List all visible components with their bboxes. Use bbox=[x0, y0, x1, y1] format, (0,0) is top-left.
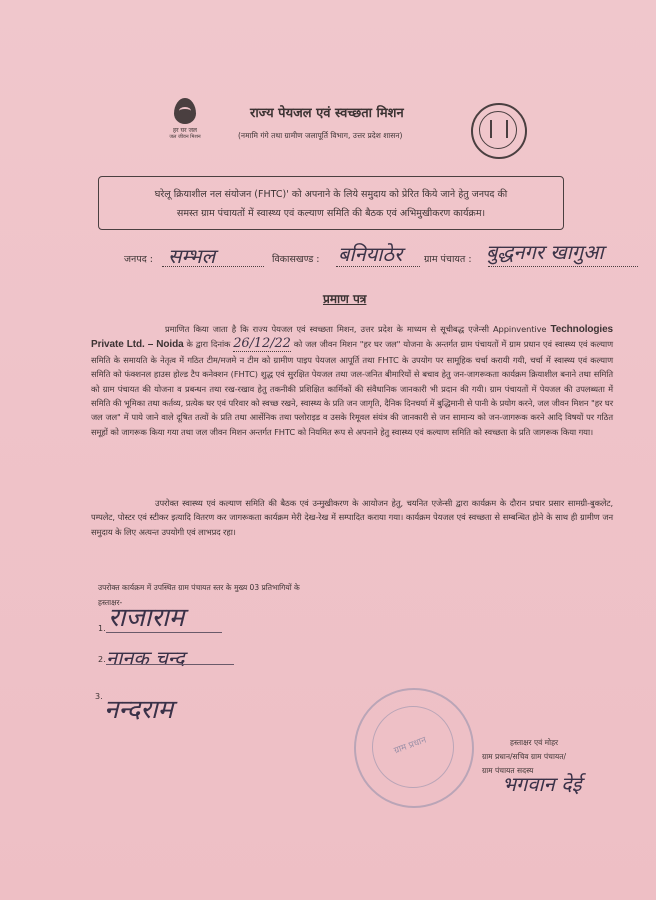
para1-start: प्रमाणित किया जाता है कि राज्य पेयजल एवं स्वच्छता मिशन, उत्तर प्रदेश के माध्यम से सूचीबद्ध एजेन्सी Appinventive bbox=[165, 324, 547, 334]
stamp-text: ग्राम प्रधान bbox=[392, 735, 428, 757]
designation-line2: ग्राम पंचायत सदस्य bbox=[482, 766, 534, 775]
logo-text-line1: हर घर जल bbox=[173, 127, 197, 134]
para1-date-prefix: के द्वारा दिनांक bbox=[183, 339, 231, 350]
location-fields bbox=[124, 240, 644, 270]
pradhan-signature: भगवान देई bbox=[502, 772, 582, 796]
participant-3-number: 3. bbox=[95, 692, 103, 701]
up-government-emblem-icon bbox=[471, 103, 527, 159]
gram-panchayat-underline bbox=[488, 266, 638, 267]
logo-text-line2: जल जीवन मिशन bbox=[169, 134, 201, 140]
vikas-khand-label: विकासखण्ड : bbox=[272, 254, 320, 265]
program-date: 26/12/22 bbox=[233, 336, 291, 352]
mission-subtitle: (नमामि गंगे तथा ग्रामीण जलापूर्ति विभाग, उत्तर प्रदेश शासन) bbox=[238, 131, 403, 140]
participant-3-signature: नन्दराम bbox=[104, 695, 174, 725]
participant-2-number: 2. bbox=[98, 655, 106, 664]
janpad-value: सम्भल bbox=[168, 244, 216, 268]
participants-intro: उपरोक्त कार्यक्रम में उपस्थित ग्राम पंचायत स्तर के मुख्य 03 प्रतिभागियों के bbox=[98, 583, 300, 592]
program-title-box bbox=[98, 176, 564, 230]
participant-1-line bbox=[106, 632, 222, 633]
har-ghar-jal-logo bbox=[150, 98, 220, 140]
certificate-paragraph-1 bbox=[91, 322, 613, 439]
certificate-title: प्रमाण पत्र bbox=[323, 292, 367, 306]
designation-line1: ग्राम प्रधान/सचिव ग्राम पंचायत/ bbox=[482, 752, 567, 761]
gram-panchayat-label: ग्राम पंचायत : bbox=[424, 254, 472, 265]
mission-title: राज्य पेयजल एवं स्वच्छता मिशन bbox=[250, 106, 404, 121]
janpad-label: जनपद : bbox=[124, 254, 153, 265]
signature-label: हस्ताक्षर- bbox=[98, 598, 123, 607]
sign-and-seal-label: हस्ताक्षर एवं मोहर bbox=[510, 738, 559, 747]
participant-1-number: 1. bbox=[98, 624, 106, 633]
para1-rest: को जल जीवन मिशन "हर घर जल" योजना के अन्तर्गत ग्राम पंचायतों में ग्राम प्रधान एवं स्वास्थ्य एवं कल्याण समिति के समायति के नेतृत्व में गठित टीम/मजमे न टीम को ग्रामीण पाइप पेयजल आपूर्ति तथा FHTC के उपयोग पर सामूहिक चर्चा करायी गयी, चर्चा में स्वास्थ्य एवं कल्याण समिति को फंक्शनल हाउस होल्ड टैप कनेक्शन (FHTC) शुद्ध एवं सुरक्षित पेयजल तथा जल-जनित बीमारियों से बचाव हेतु जन-जागरूकता कार्यक्रम क्रियाशील बनाने तथा समिति को ग्राम पंचायत की योजना व प्रबन्धन तथा रख-रखाव हेतु तकनीकी प्रशिक्षित कार्मिकों की संवैधानिक जानकारी भी प्रदान की गयी। ग्राम पंचायतों में पेयजल की उपलब्धता में समिति की भूमिका तथा कर्तव्य, प्रत्येक घर एवं परिवार को स्वच्छ रखने, स्वास्थ्य के प्रति जन जागृति, दैनिक दिनचर्या में बुद्धिमानी से पानी के प्रयोग करने, जल जीवन मिशन "हर घर जल जल" में पाये जाने वाले दूषित तत्वों के प्रति तथा आर्सेनिक तथा फ्लोराइड व उसके रिमूवल संयंत्र की जानकारी से जन सामान्य को जन-जागरूक करने आदि विषयों पर गठित समूहों को जागरूक किया गया तथा जल जीवन मिशन अन्तर्गत FHTC को नियमित रूप से अपनाने हेतु स्वास्थ्य एवं कल्याण समिति को स्वच्छता के प्रति जागरूक किया गया। bbox=[91, 339, 614, 437]
vikas-khand-value: बनियाठेर bbox=[338, 242, 403, 266]
water-drop-icon bbox=[174, 98, 196, 124]
program-title-line2: समस्त ग्राम पंचायतों में स्वास्थ्य एवं कल्याण समिति की बैठक एवं अभिमुखीकरण कार्यक्रम। bbox=[176, 208, 486, 219]
certificate-paragraph-2: उपरोक्त स्वास्थ्य एवं कल्याण समिति की बैठक एवं उन्मुखीकरण के आयोजन हेतु, चयनित एजेन्सी द्वारा कार्यक्रम के दौरान प्रचार प्रसार सामग्री-बुकलेट, पम्पलेट, पोस्टर एवं स्टीकर इत्यादि वितरण कर जागरूकता कार्यक्रम मेरी देख-रेख में सम्पादित कराया गया। कार्यक्रम पेयजल एवं स्वच्छता से सम्बन्धित होने के साथ ही ग्रामीण जन समुदाय के लिए अत्यन्त उपयोगी एवं लाभप्रद रहा। bbox=[91, 498, 613, 537]
participant-2-line bbox=[106, 664, 234, 665]
agency-name: Technologies Private Ltd. – Noida bbox=[91, 324, 613, 351]
participant-1-signature: राजाराम bbox=[108, 603, 185, 633]
participant-2-signature: नानक चन्द bbox=[106, 646, 185, 670]
gram-panchayat-value: बुद्धनगर खागुआ bbox=[486, 240, 604, 264]
program-title-line1: घरेलू क्रियाशील नल संयोजन (FHTC)' को अपनाने के लिये समुदाय को प्रेरित किये जाने हेतु जनपद की bbox=[154, 189, 508, 200]
